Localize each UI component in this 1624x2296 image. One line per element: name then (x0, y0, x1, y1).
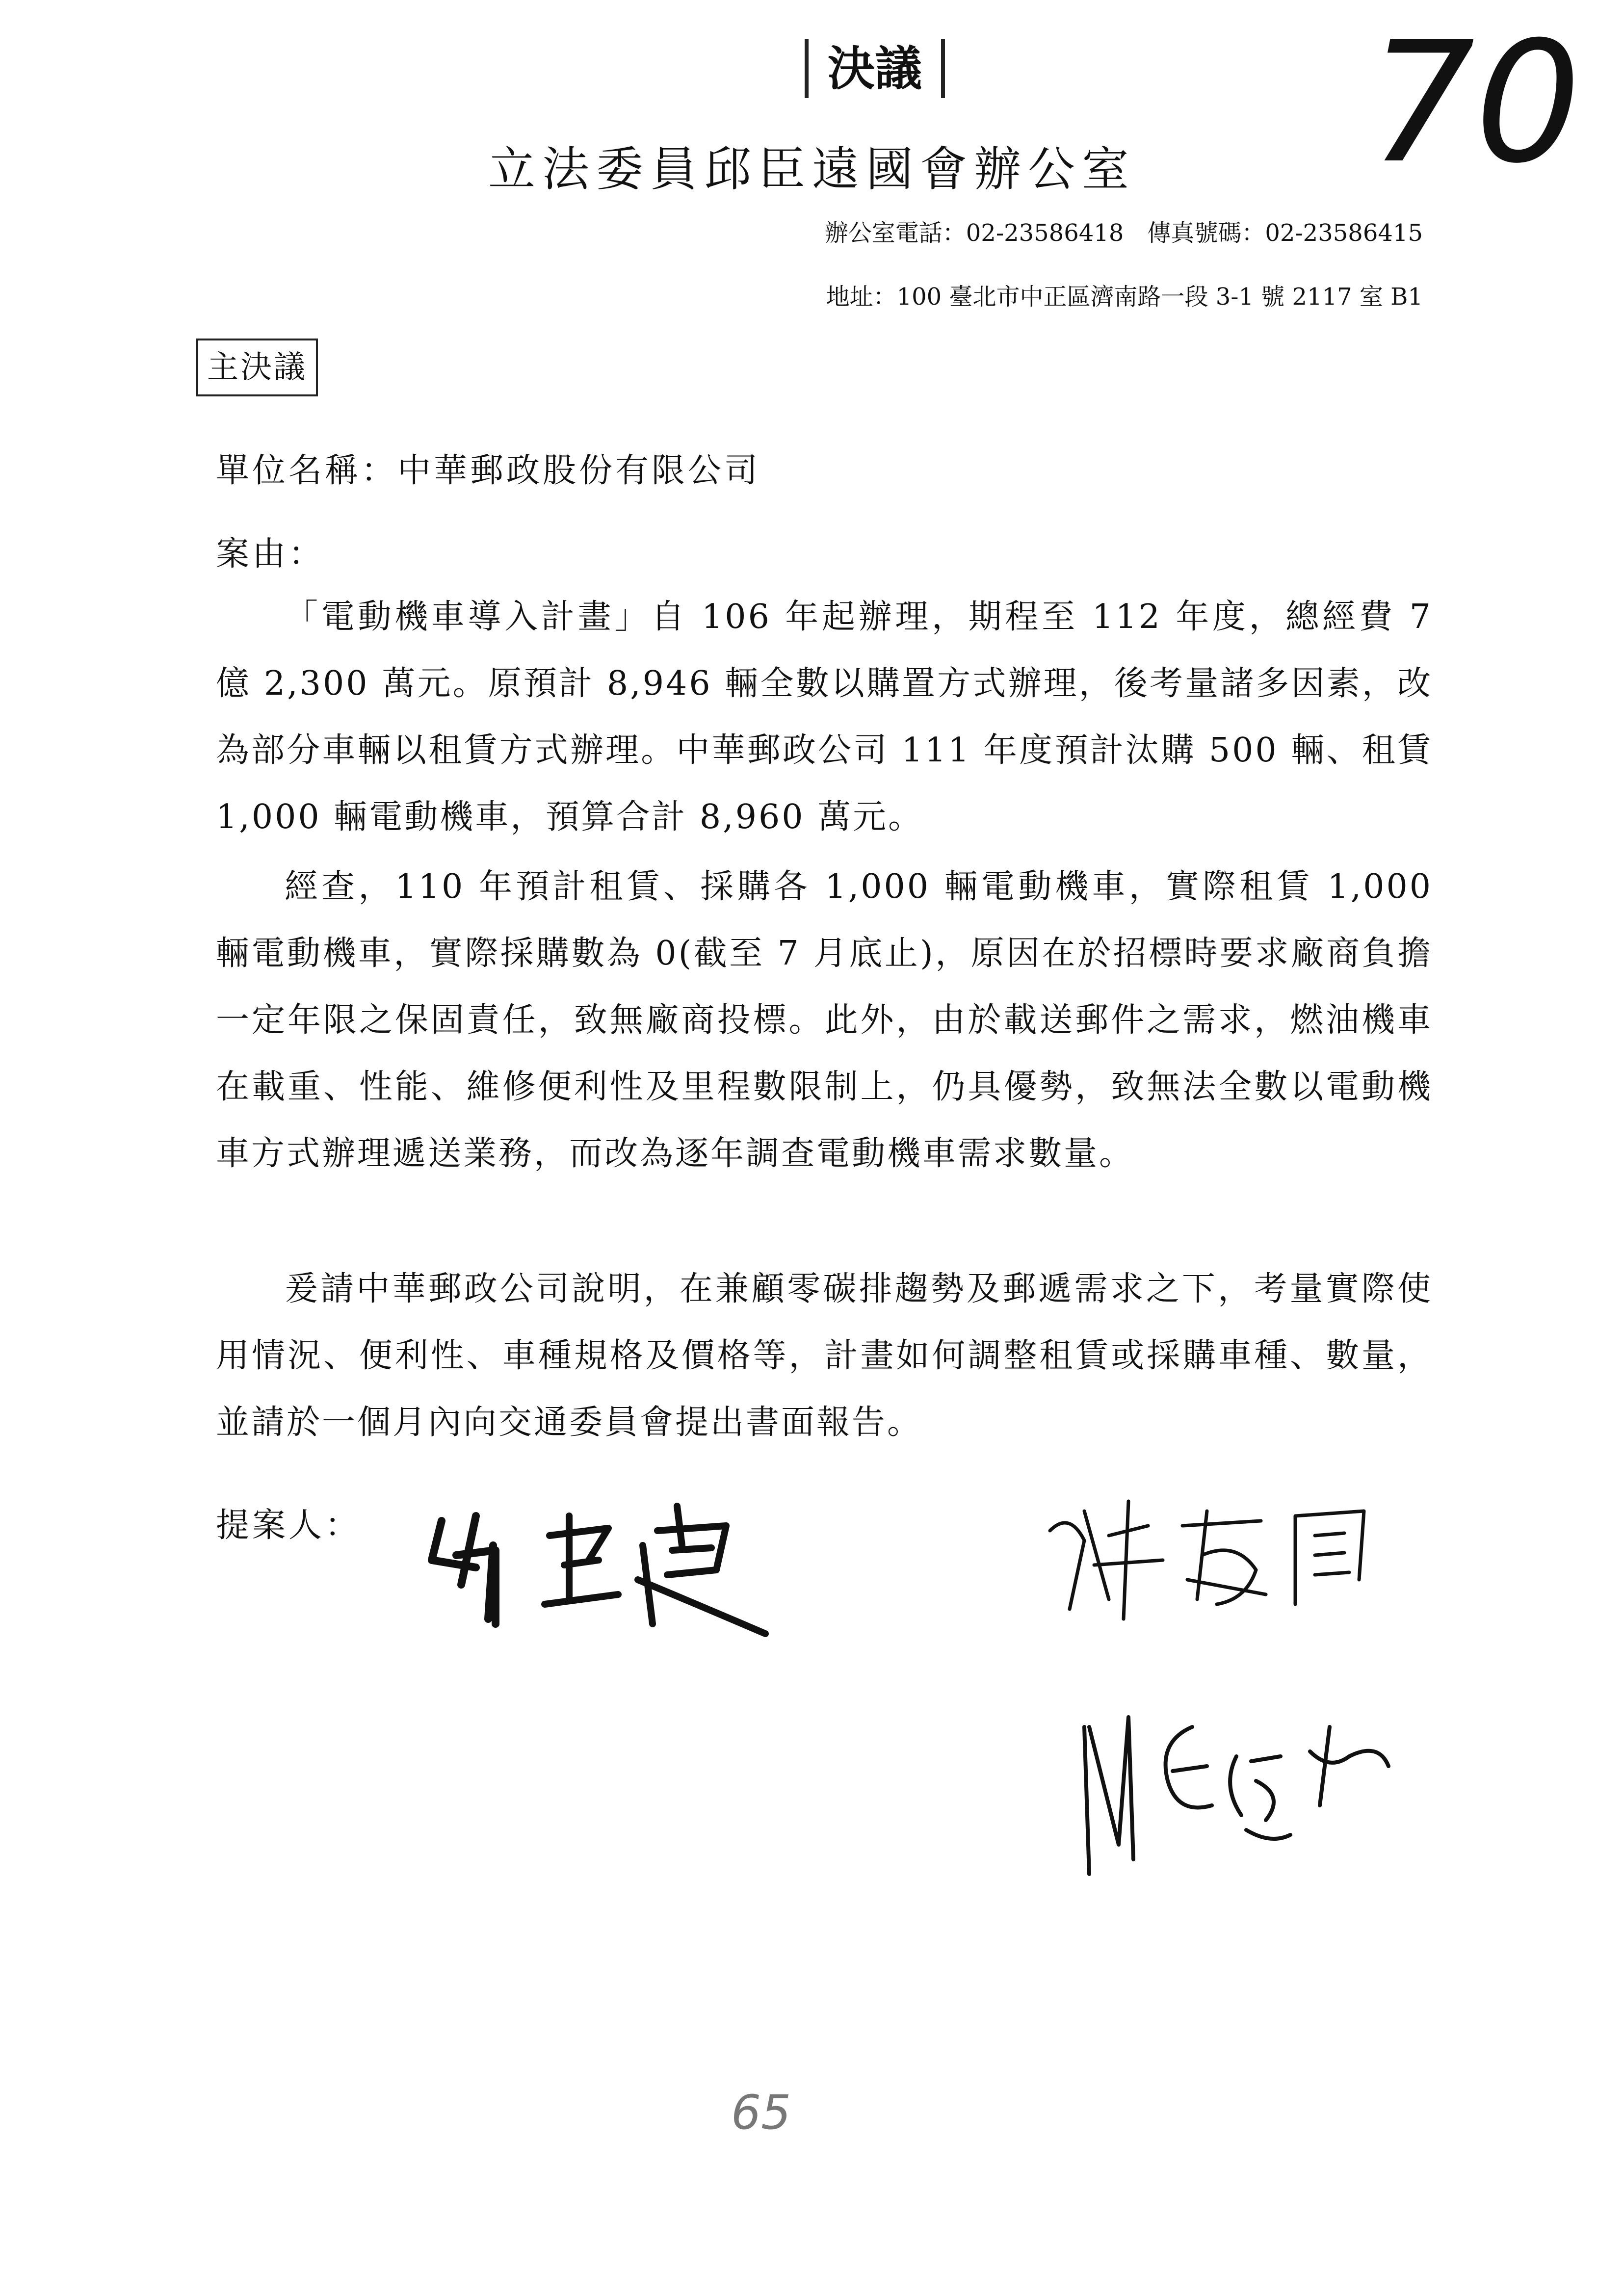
signature-cosigner-1 (1040, 1482, 1384, 1629)
motion-type-label: 主決議 (196, 339, 318, 396)
office-phone-fax: 辦公室電話：02-23586418 傳真號碼：02-23586415 (824, 219, 1423, 247)
handwritten-page-number: 65 (731, 2085, 791, 2140)
resolution-stamp-label: 決議 (805, 39, 945, 98)
signature-proposer (422, 1487, 795, 1644)
proposer-label: 提案人： (216, 1506, 362, 1545)
motion-paragraph-2: 經查，110 年預計租賃、採購各 1,000 輛電動機車，實際租賃 1,000 輛電動機車，實際採購數為 0(截至 7 月底止)，原因在於招標時要求廠商負擔一定年限之保固責任，致無廠商投標。此外，由於載送郵件之需求，燃油機車在載重、性能、維修便利性及里程數限制上，仍具優勢，致無法全數以電動機車方式辦理遞送業務，而改為逐年調查電動機車需求數量。 (216, 867, 1433, 1173)
unit-name-line: 單位名稱：中華郵政股份有限公司 (216, 451, 761, 490)
office-address: 地址：100 臺北市中正區濟南路一段 3-1 號 2117 室 B1 (826, 283, 1423, 311)
signature-cosigner-2 (1074, 1697, 1418, 1884)
motion-paragraph-3: 爰請中華郵政公司說明，在兼顧零碳排趨勢及郵遞需求之下，考量實際使用情況、便利性、車種規格及價格等，計畫如何調整租賃或採購車種、數量，並請於一個月內向交通委員會提出書面報告。 (216, 1270, 1433, 1442)
cause-label: 案由： (216, 535, 325, 574)
motion-paragraph-1: 「電動機車導入計畫」自 106 年起辦理，期程至 112 年度，總經費 7 億 2,300 萬元。原預計 8,946 輛全數以購置方式辦理，後考量諸多因素，改為部分車輛以租賃方式辦理。中華郵政公司 111 年度預計汰購 500 輛、租賃 1,000 輛電動機車，預算合計 8,960 萬元。 (216, 598, 1433, 836)
handwritten-number: 70 (1369, 6, 1581, 200)
office-title: 立法委員邱臣遠國會辦公室 (488, 142, 1136, 197)
